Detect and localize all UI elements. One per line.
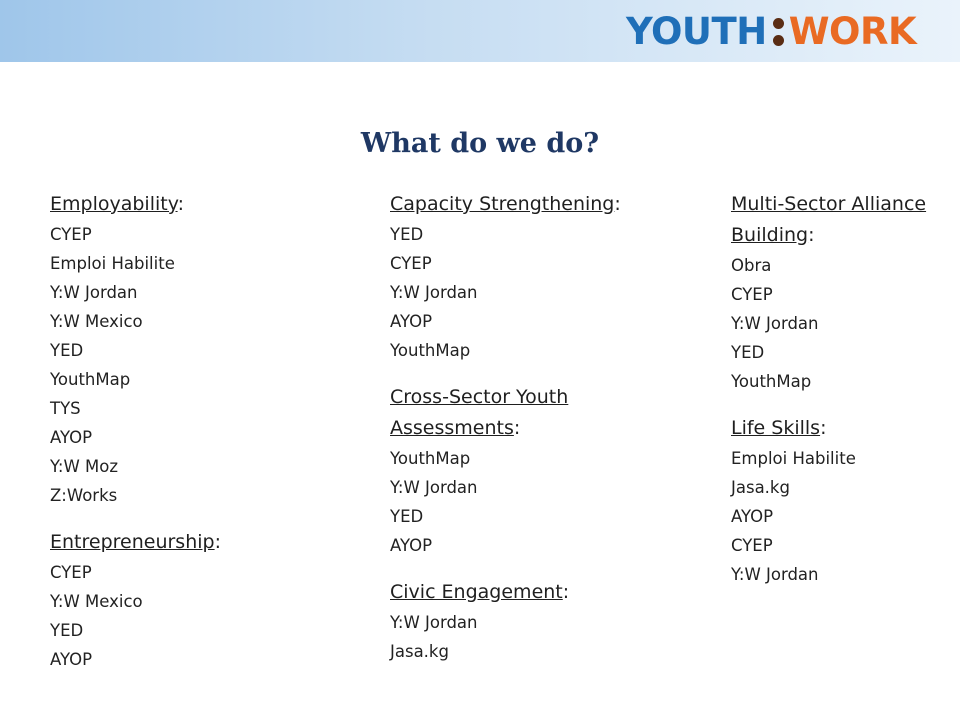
section-civic-engagement [390, 577, 670, 666]
section-heading-text: Cross-Sector Youth Assessments [390, 386, 569, 439]
list-item: Y:W Mexico [50, 592, 143, 611]
youthwork-logo [626, 10, 916, 54]
list-item: AYOP [731, 507, 774, 526]
page-title: What do we do? [360, 128, 600, 159]
list-item: Jasa.kg [390, 642, 449, 661]
program-list [50, 220, 330, 510]
list-item: CYEP [50, 563, 92, 582]
list-item: YED [50, 341, 84, 360]
list-item: Z:Works [50, 486, 118, 505]
list-item: Emploi Habilite [731, 449, 856, 468]
heading-colon: : [562, 581, 570, 603]
section-heading-text: Civic Engagement [390, 581, 563, 603]
list-item: AYOP [390, 312, 433, 331]
program-list [731, 444, 941, 589]
heading-colon: : [614, 193, 621, 215]
section-capacity-strengthening [390, 189, 670, 365]
section-heading [731, 413, 941, 444]
section-heading [50, 189, 330, 220]
heading-colon: : [513, 417, 521, 439]
section-multi-sector-alliance-building [731, 189, 941, 396]
program-list [731, 251, 941, 396]
list-item: CYEP [50, 225, 92, 244]
section-heading-text: Multi-Sector Alliance Building [731, 193, 927, 246]
section-heading-text: Employability [50, 193, 178, 215]
list-item: YED [390, 507, 424, 526]
list-item: TYS [50, 399, 81, 418]
list-item: AYOP [50, 650, 93, 669]
section-heading-text: Life Skills [731, 417, 821, 439]
list-item: YouthMap [731, 372, 812, 391]
program-list [390, 220, 670, 365]
section-heading [390, 382, 670, 444]
section-heading-text: Capacity Strengthening [390, 193, 615, 215]
list-item: Y:W Jordan [390, 613, 478, 632]
list-item: Obra [731, 256, 772, 275]
list-item: AYOP [390, 536, 433, 555]
heading-colon: : [820, 417, 827, 439]
list-item: YouthMap [50, 370, 131, 389]
list-item: YED [50, 621, 84, 640]
section-cross-sector-youth-assessments [390, 382, 670, 560]
list-item: CYEP [731, 285, 773, 304]
program-list [50, 558, 330, 674]
list-item: YED [390, 225, 424, 244]
program-list [390, 608, 670, 666]
list-item: Y:W Mexico [50, 312, 143, 331]
list-item: Y:W Jordan [390, 283, 478, 302]
section-heading [390, 189, 670, 220]
list-item: Jasa.kg [731, 478, 790, 497]
list-item: CYEP [731, 536, 773, 555]
list-item: CYEP [390, 254, 432, 273]
logo-colon-icon [767, 10, 789, 54]
section-entrepreneurship [50, 527, 330, 674]
section-heading [731, 189, 941, 251]
column-2 [390, 189, 670, 666]
list-item: Y:W Jordan [390, 478, 478, 497]
list-item: Y:W Jordan [50, 283, 138, 302]
program-list [390, 444, 670, 560]
list-item: AYOP [50, 428, 93, 447]
list-item: YouthMap [390, 341, 471, 360]
list-item: Y:W Moz [50, 457, 118, 476]
heading-colon: : [214, 531, 221, 553]
section-heading [50, 527, 330, 558]
list-item: Y:W Jordan [731, 314, 819, 333]
list-item: YouthMap [390, 449, 471, 468]
list-item: Emploi Habilite [50, 254, 175, 273]
section-heading [390, 577, 670, 608]
section-heading-text: Entrepreneurship [50, 531, 215, 553]
logo-work-text: WORK [788, 10, 917, 53]
logo-youth-text: YOUTH [626, 10, 767, 53]
column-3 [731, 189, 941, 589]
column-1 [50, 189, 330, 674]
list-item: Y:W Jordan [731, 565, 819, 584]
heading-colon: : [177, 193, 184, 215]
section-life-skills [731, 413, 941, 589]
section-employability [50, 189, 330, 510]
list-item: YED [731, 343, 765, 362]
heading-colon: : [808, 224, 815, 246]
